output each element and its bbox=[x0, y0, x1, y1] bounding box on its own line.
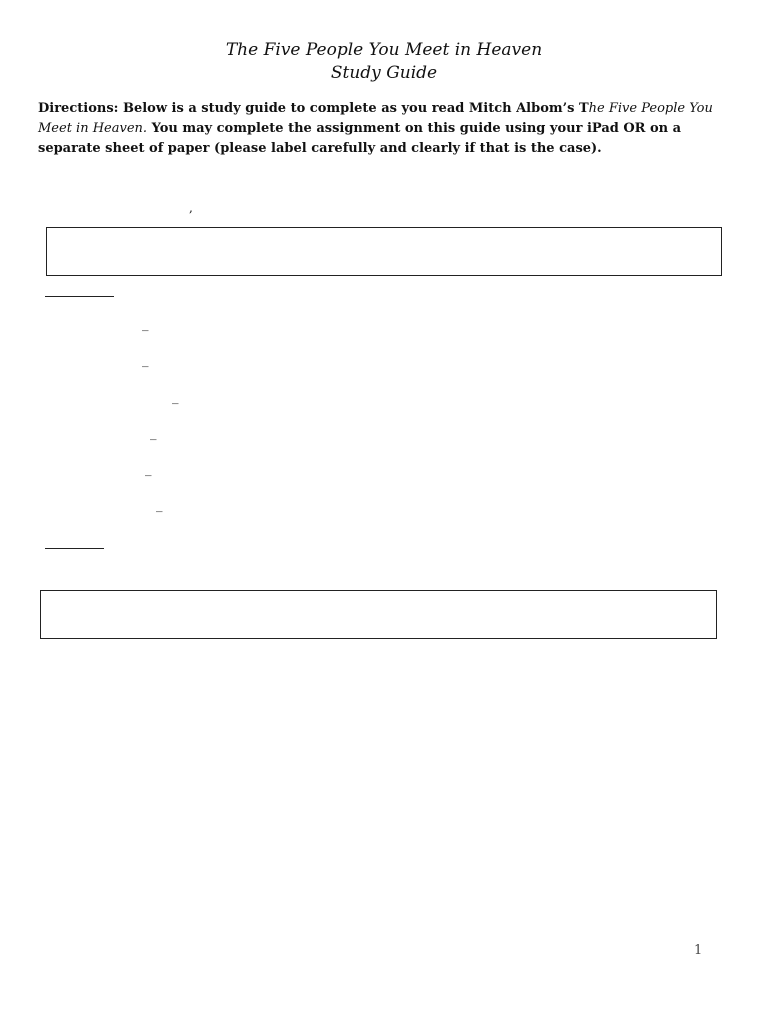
document-title: The Five People You Meet in Heaven bbox=[225, 40, 543, 60]
directions-text-end: You may complete the assignment on this guide using your iPad OR on a separate sheet of paper (please label carefully and clearly if that is the case). bbox=[38, 121, 682, 156]
stray-comma: , bbox=[189, 201, 193, 215]
blank-dash-1: _ bbox=[142, 317, 149, 332]
blank-dash-3: _ bbox=[172, 390, 179, 405]
blank-dash-4: _ bbox=[150, 426, 157, 441]
page-number: 1 bbox=[694, 943, 703, 958]
section-underline-1 bbox=[45, 296, 114, 297]
blank-dash-6: _ bbox=[156, 498, 163, 513]
directions-book-title: he Five People You Meet in Heaven. bbox=[38, 101, 713, 136]
document-subtitle: Study Guide bbox=[330, 63, 438, 83]
answer-box-1 bbox=[46, 227, 722, 276]
section-underline-2 bbox=[45, 548, 104, 549]
blank-dash-2: _ bbox=[142, 353, 149, 368]
blank-dash-5: _ bbox=[145, 462, 152, 477]
answer-box-2 bbox=[40, 590, 717, 639]
directions-text-start: Directions: Below is a study guide to complete as you read Mitch Albom’s T bbox=[38, 101, 589, 116]
directions-paragraph bbox=[38, 99, 738, 159]
